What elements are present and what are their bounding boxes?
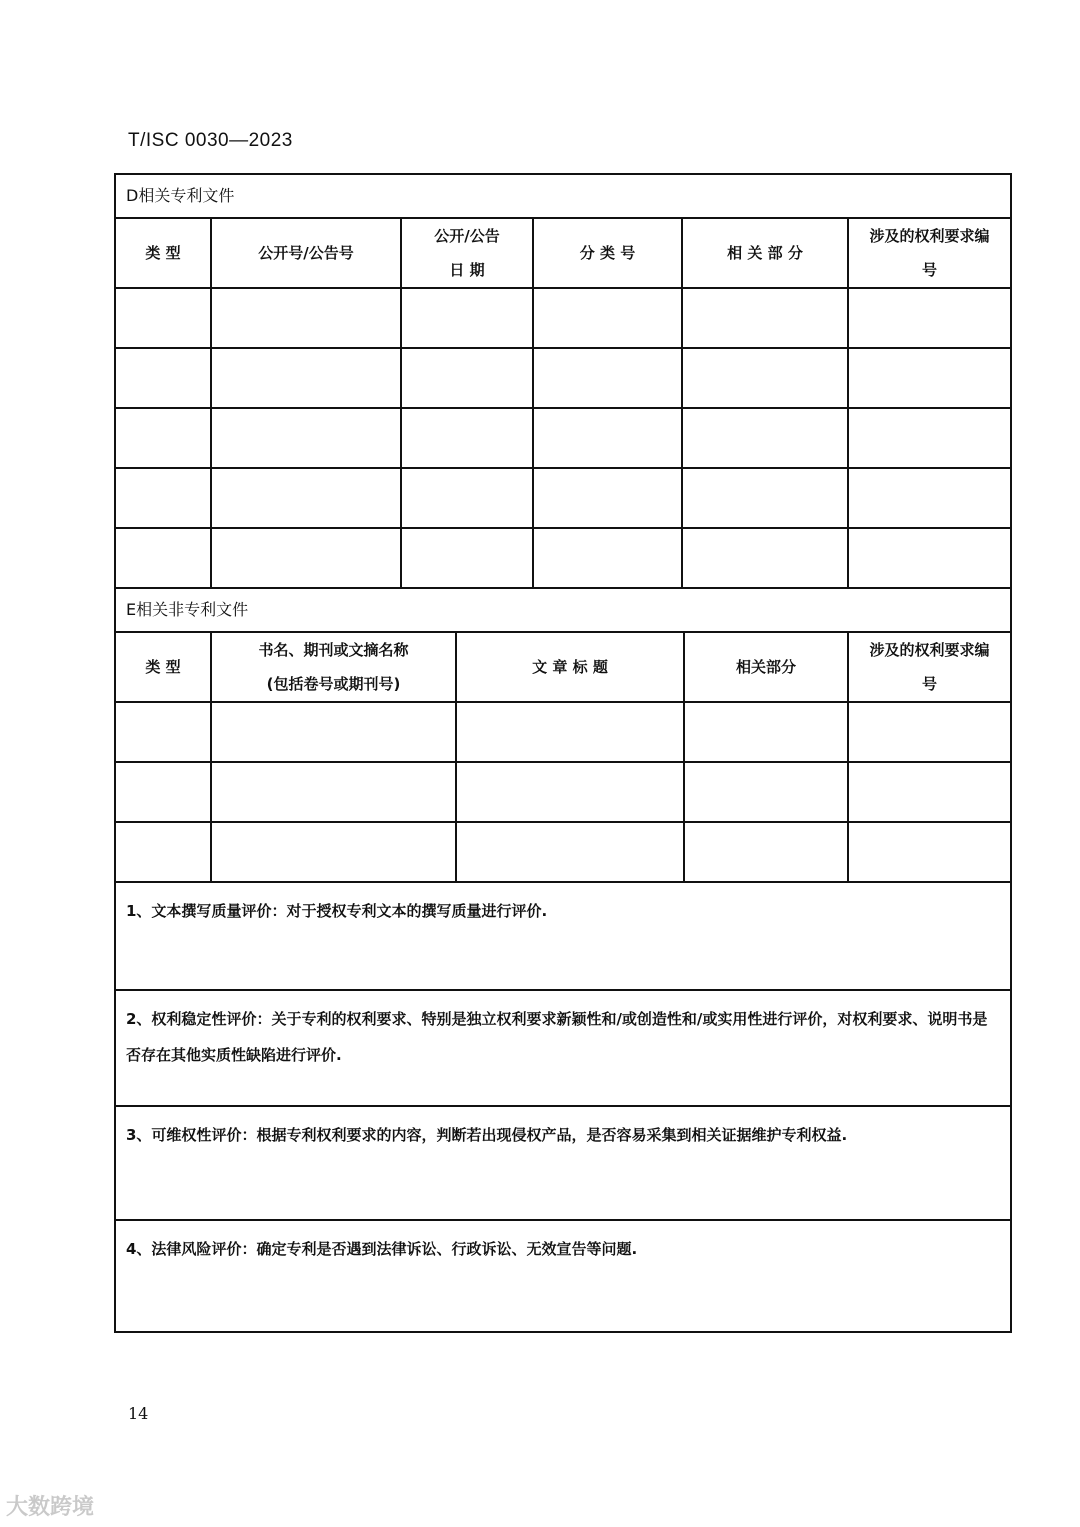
section-d-cell[interactable]	[115, 468, 211, 528]
section-d-cell[interactable]	[115, 288, 211, 348]
section-e-cell[interactable]	[456, 762, 684, 822]
section-e-header-3: 相关部分	[684, 632, 848, 702]
section-e-title: E相关非专利文件	[115, 588, 1011, 632]
section-d-cell[interactable]	[682, 528, 848, 588]
section-d-cell[interactable]	[211, 408, 401, 468]
section-e-cell[interactable]	[115, 702, 211, 762]
section-e-cell[interactable]	[684, 762, 848, 822]
watermark: 大数跨境	[6, 1495, 95, 1520]
table-row	[115, 702, 1011, 762]
section-d-header-4: 相 关 部 分	[682, 218, 848, 288]
section-d-cell[interactable]	[848, 288, 1011, 348]
section-d-header-5: 涉及的权利要求编 号	[848, 218, 1011, 288]
section-d-cell[interactable]	[848, 528, 1011, 588]
section-d-header-3: 分 类 号	[533, 218, 682, 288]
section-e-cell[interactable]	[211, 762, 456, 822]
eval-right-stability: 2、权利稳定性评价：关于专利的权利要求、特别是独立权利要求新颖性和/或创造性和/或实用性进行评价，对权利要求、说明书是否存在其他实质性缺陷进行评价.	[115, 990, 1011, 1106]
section-d-cell[interactable]	[682, 408, 848, 468]
section-d-cell[interactable]	[211, 288, 401, 348]
section-e-cell[interactable]	[115, 822, 211, 882]
table-row	[115, 408, 1011, 468]
section-d-title: D相关专利文件	[115, 174, 1011, 218]
evaluation-table	[114, 881, 1012, 1333]
page-number: 14	[128, 1404, 149, 1423]
section-e-cell[interactable]	[456, 702, 684, 762]
section-d-table	[114, 173, 1012, 589]
section-e-header-2: 文 章 标 题	[456, 632, 684, 702]
section-d-cell[interactable]	[533, 408, 682, 468]
section-e-cell[interactable]	[115, 762, 211, 822]
table-row	[115, 348, 1011, 408]
section-d-cell[interactable]	[682, 348, 848, 408]
section-d-cell[interactable]	[211, 528, 401, 588]
section-d-cell[interactable]	[401, 348, 533, 408]
section-d-cell[interactable]	[115, 528, 211, 588]
patent-reference-form	[114, 173, 1012, 1357]
section-d-cell[interactable]	[533, 348, 682, 408]
section-d-header-0: 类 型	[115, 218, 211, 288]
section-d-header-1: 公开号/公告号	[211, 218, 401, 288]
section-d-cell[interactable]	[401, 408, 533, 468]
section-e-cell[interactable]	[684, 822, 848, 882]
section-d-cell[interactable]	[401, 288, 533, 348]
section-e-cell[interactable]	[848, 822, 1011, 882]
eval-enforceability: 3、可维权性评价：根据专利权利要求的内容，判断若出现侵权产品，是否容易采集到相关证据维护专利权益.	[115, 1106, 1011, 1220]
section-d-header-2: 公开/公告 日 期	[401, 218, 533, 288]
table-row	[115, 822, 1011, 882]
section-d-cell[interactable]	[848, 468, 1011, 528]
section-d-cell[interactable]	[848, 348, 1011, 408]
section-d-cell[interactable]	[682, 288, 848, 348]
section-e-cell[interactable]	[211, 702, 456, 762]
section-d-cell[interactable]	[533, 528, 682, 588]
standard-number: T/ISC 0030—2023	[128, 130, 293, 151]
section-e-table	[114, 587, 1012, 883]
section-d-cell[interactable]	[533, 468, 682, 528]
section-d-cell[interactable]	[211, 348, 401, 408]
section-d-cell[interactable]	[401, 468, 533, 528]
eval-legal-risk: 4、法律风险评价：确定专利是否遇到法律诉讼、行政诉讼、无效宣告等问题.	[115, 1220, 1011, 1332]
section-d-cell[interactable]	[115, 348, 211, 408]
section-e-cell[interactable]	[848, 762, 1011, 822]
table-row	[115, 468, 1011, 528]
section-d-cell[interactable]	[115, 408, 211, 468]
section-e-header-0: 类 型	[115, 632, 211, 702]
section-e-cell[interactable]	[456, 822, 684, 882]
section-d-cell[interactable]	[682, 468, 848, 528]
section-e-cell[interactable]	[848, 702, 1011, 762]
eval-text-quality: 1、文本撰写质量评价：对于授权专利文本的撰写质量进行评价.	[115, 882, 1011, 990]
section-e-header-4: 涉及的权利要求编 号	[848, 632, 1011, 702]
section-e-cell[interactable]	[684, 702, 848, 762]
section-e-cell[interactable]	[211, 822, 456, 882]
section-d-cell[interactable]	[211, 468, 401, 528]
table-row	[115, 528, 1011, 588]
section-d-cell[interactable]	[533, 288, 682, 348]
section-e-header-1: 书名、期刊或文摘名称 (包括卷号或期刊号)	[211, 632, 456, 702]
section-d-cell[interactable]	[848, 408, 1011, 468]
section-d-cell[interactable]	[401, 528, 533, 588]
table-row	[115, 762, 1011, 822]
table-row	[115, 288, 1011, 348]
